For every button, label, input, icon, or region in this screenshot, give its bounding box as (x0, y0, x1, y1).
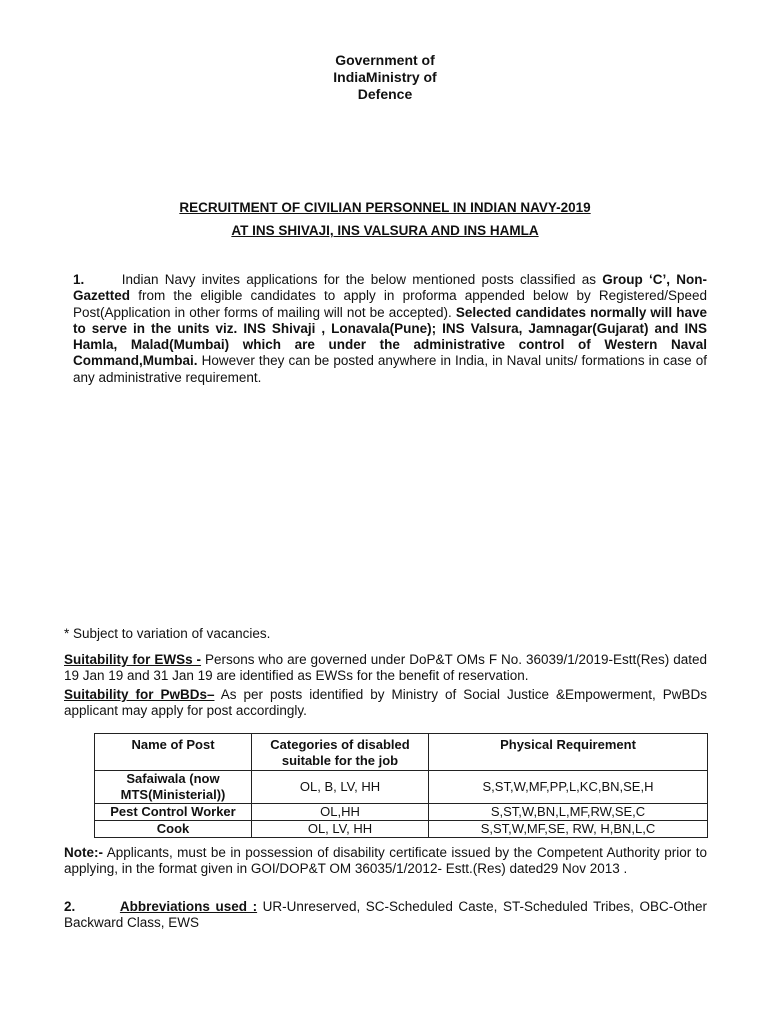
disability-table (94, 733, 708, 838)
ews-text: Persons who are governed under DoP&T OMs F No. 36039/1/2019-Estt(Res) dated 19 Jan 19 and 31 Jan 19 are identified as EWSs for the benefit of reservation. (64, 652, 708, 684)
note-label: Note:- (64, 845, 103, 860)
pwbd-label: Suitability for PwBDs– (64, 687, 215, 702)
header-name-of-post: Name of Post (95, 734, 252, 771)
post-name: Cook (95, 821, 252, 838)
paragraph-1-group: Group ‘C’, Non-Gazetted (73, 272, 707, 304)
header-physical-requirement: Physical Requirement (429, 734, 708, 771)
table-header-row (95, 734, 708, 771)
vacancy-note: * Subject to variation of vacancies. (64, 626, 271, 641)
disabled-categories: OL, LV, HH (252, 821, 429, 838)
abbreviations-text: UR-Unreserved, SC-Scheduled Caste, ST-Scheduled Tribes, OBC-Other Backward Class, EWS (64, 899, 707, 931)
table-row (95, 821, 708, 838)
header-line-3: Defence (357, 86, 413, 102)
note-text: Applicants, must be in possession of disability certificate issued by the Competent Authority prior to applying, in the format given in GOI/DOP&T OM 36035/1/2012- Estt.(Res) dated29 Nov 2013 . (64, 845, 707, 877)
header-line-2: IndiaMinistry of (333, 69, 437, 85)
physical-requirement: S,ST,W,MF,PP,L,KC,BN,SE,H (429, 771, 708, 804)
paragraph-2 (64, 899, 707, 932)
document-title-line-1: RECRUITMENT OF CIVILIAN PERSONNEL IN INDIAN NAVY-2019 (179, 200, 591, 215)
pwbd-suitability (64, 687, 707, 720)
physical-requirement: S,ST,W,MF,SE, RW, H,BN,L,C (429, 821, 708, 838)
paragraph-1-units: Selected candidates normally will have to serve in the units viz. INS Shivaji , Lonavala(Pune); INS Valsura, Jamnagar(Gujarat) and INS Hamla, Malad(Mumbai) which are under the administrative control of Western Naval Command,Mumbai. (73, 304, 707, 369)
pwbd-text: As per posts identified by Ministry of Social Justice &Empowerment, PwBDs applicant may apply for post accordingly. (64, 687, 707, 719)
paragraph-1 (73, 272, 707, 386)
paragraph-1-text-a: Indian Navy invites applications for the below mentioned posts classified as (121, 272, 603, 287)
post-name: Pest Control Worker (95, 804, 252, 821)
ews-label: Suitability for EWSs - (64, 652, 202, 667)
paragraph-1-text-b: from the eligible candidates to apply in proforma appended below by Registered/Speed Post(Application in other forms of mailing will not be accepted). (73, 288, 707, 320)
abbreviations-label: Abbreviations used : (119, 899, 258, 914)
header-line-1: Government of (335, 52, 435, 68)
header-categories: Categories of disabled suitable for the job (252, 734, 429, 771)
paragraph-1-text-c: However they can be posted anywhere in India, in Naval units/ formations in case of any administrative requirement. (73, 353, 707, 385)
ews-suitability (64, 652, 707, 685)
disabled-categories: OL, B, LV, HH (252, 771, 429, 804)
physical-requirement: S,ST,W,BN,L,MF,RW,SE,C (429, 804, 708, 821)
paragraph-1-number: 1. (73, 272, 85, 287)
document-header (0, 52, 770, 103)
disability-certificate-note (64, 845, 707, 878)
post-name: Safaiwala (now MTS(Ministerial)) (95, 771, 252, 804)
paragraph-2-number: 2. (64, 899, 76, 914)
disabled-categories: OL,HH (252, 804, 429, 821)
table-row (95, 804, 708, 821)
document-title-line-2: AT INS SHIVAJI, INS VALSURA AND INS HAMLA (231, 223, 539, 238)
table-row (95, 771, 708, 804)
